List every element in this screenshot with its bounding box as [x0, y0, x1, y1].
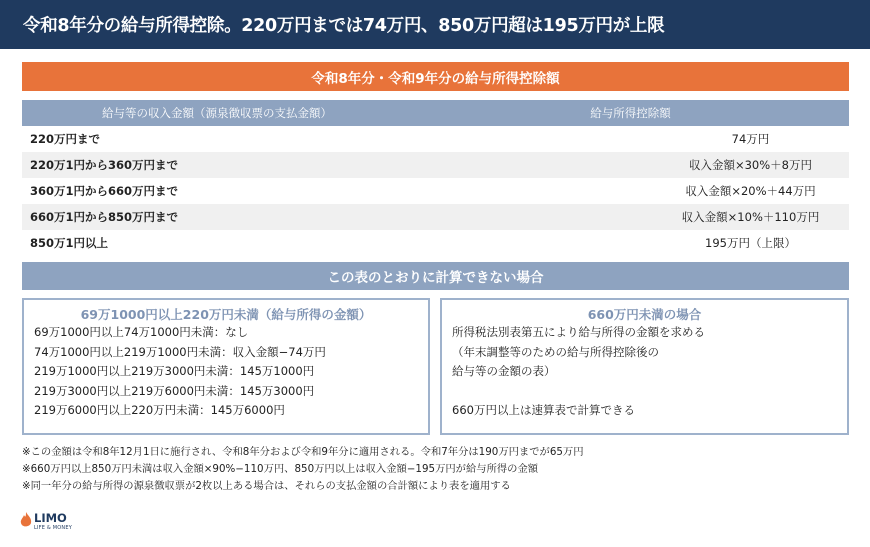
deduction-cell: 収入金額×30%＋8万円	[688, 158, 812, 172]
footnote: ※660万円以上850万円未満は収入金額×90%−110万円、850万円以上は収入金額−195万円が給与所得の金額	[22, 463, 539, 475]
right-exception-box	[440, 298, 849, 435]
right-box-spacer	[442, 382, 847, 402]
deduction-cell: 195万円（上限）	[705, 236, 796, 250]
right-box-line: （年末調整等のための給与所得控除後の	[452, 344, 659, 359]
table-row	[22, 230, 849, 256]
left-box-title: 69万1000円以上220万円未満（給与所得の金額）	[80, 307, 372, 322]
header-deduction: 給与所得控除額	[590, 106, 671, 120]
page-title: 令和8年分の給与所得控除。220万円までは74万円、850万円超は195万円が上限	[0, 0, 870, 49]
header-income: 給与等の収入金額（源泉徴収票の支払金額）	[102, 106, 332, 120]
logo-tagline: LIFE & MONEY	[34, 525, 72, 531]
income-cell: 220万円まで	[30, 132, 101, 146]
exception-title: この表のとおりに計算できない場合	[22, 262, 849, 290]
right-box-line: 所得税法別表第五により給与所得の金額を求める	[452, 325, 705, 339]
footnote: ※この金額は令和8年12月1日に施行され、令和8年分および令和9年分に適用される。令和7年分は190万円までが65万円	[22, 446, 584, 458]
left-box-line: 219万3000円以上219万6000円未満：145万3000円	[34, 383, 315, 398]
income-cell: 220万1円から360万円まで	[30, 158, 179, 172]
left-box-line: 69万1000円以上74万1000円未満：なし	[34, 325, 249, 339]
deduction-cell: 収入金額×20%＋44万円	[685, 184, 816, 198]
right-box-title: 660万円未満の場合	[587, 307, 702, 322]
table-header	[22, 100, 849, 126]
income-cell: 660万1円から850万円まで	[30, 210, 179, 224]
table-row	[22, 178, 849, 204]
section-title: 令和8年分・令和9年分の給与所得控除額	[22, 62, 849, 91]
left-exception-box	[22, 298, 430, 435]
logo-name: LIMO	[34, 511, 67, 525]
footnotes	[22, 444, 584, 495]
limo-logo	[20, 511, 80, 539]
table-row	[22, 152, 849, 178]
right-box-line: 給与等の金額の表）	[452, 364, 556, 378]
deduction-cell: 収入金額×10%＋110万円	[681, 210, 820, 224]
deduction-cell: 74万円	[731, 132, 770, 146]
left-box-line: 219万1000円以上219万3000円未満：145万1000円	[34, 364, 315, 378]
right-box-line: 660万円以上は速算表で計算できる	[452, 403, 635, 417]
table-row	[22, 204, 849, 230]
footnote: ※同一年分の給与所得の源泉徴収票が2枚以上ある場合は、それらの支払金額の合計額により表を適用する	[22, 480, 511, 492]
table-row	[22, 126, 849, 152]
deduction-table	[22, 100, 849, 256]
income-cell: 850万1円以上	[30, 236, 109, 250]
income-cell: 360万1円から660万円まで	[30, 184, 179, 198]
left-box-line: 219万6000円以上220万円未満：145万6000円	[34, 403, 285, 417]
left-box-line: 74万1000円以上219万1000円未満：収入金額−74万円	[34, 344, 326, 359]
flame-icon	[20, 512, 32, 528]
